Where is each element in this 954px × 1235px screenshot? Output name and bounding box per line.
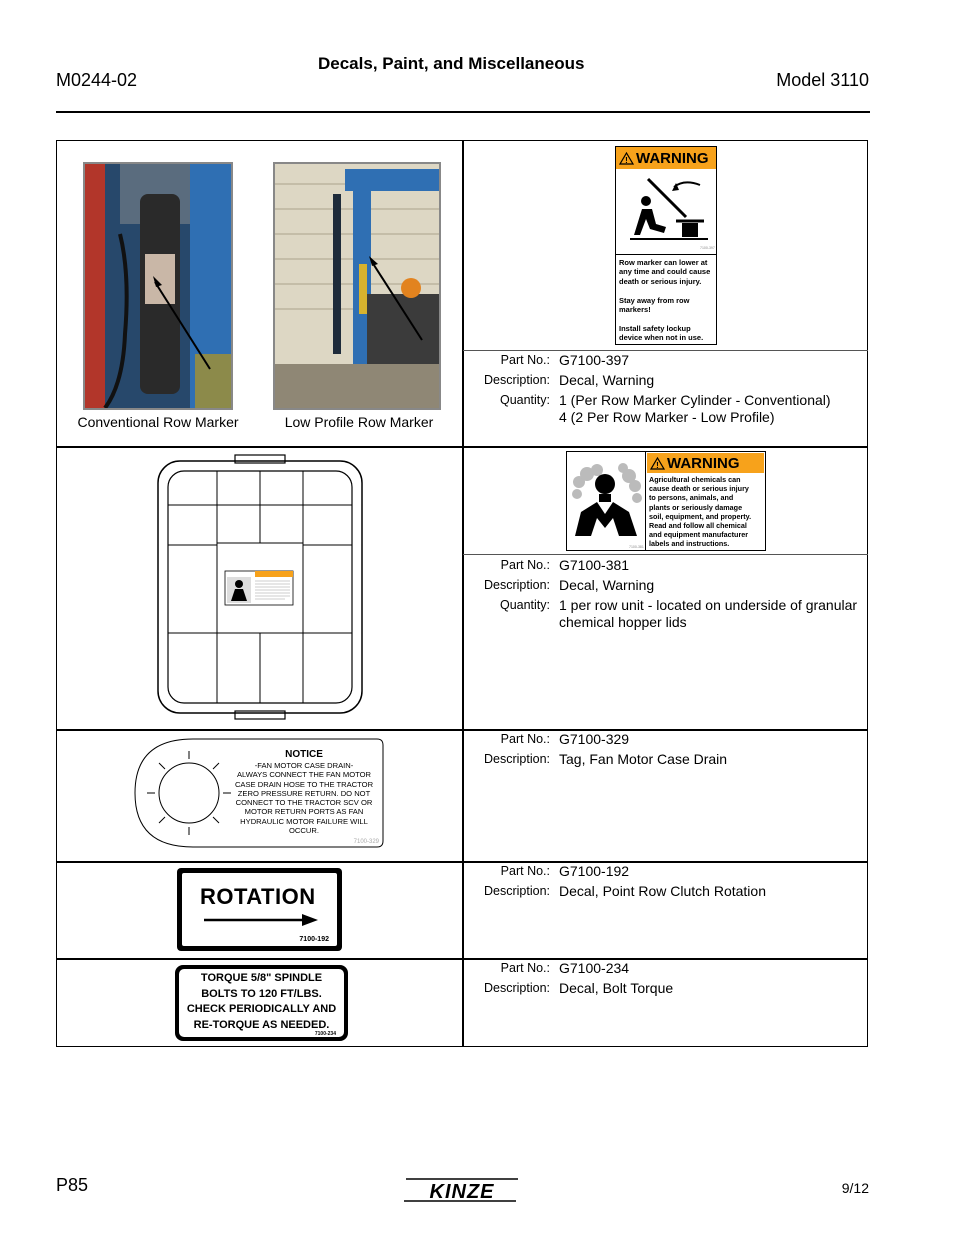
part-no-label: Part No.: <box>500 353 550 367</box>
row-divider <box>56 958 868 960</box>
description-label: Description: <box>484 578 550 592</box>
notice-line: CASE DRAIN HOSE TO THE TRACTOR <box>234 779 374 789</box>
cell-divider <box>463 350 868 351</box>
part-no-value: G7100-192 <box>559 863 630 879</box>
part-no-label: Part No.: <box>500 558 550 572</box>
description-value: Decal, Bolt Torque <box>559 980 674 996</box>
notice-line: HYDRAULIC MOTOR FAILURE WILL <box>240 816 368 826</box>
description-value: Decal, Warning <box>559 577 655 593</box>
page-number: P85 <box>56 1175 89 1195</box>
row-divider <box>56 861 868 863</box>
warning-header: ! WARNING <box>616 147 716 169</box>
notice-line: -FAN MOTOR CASE DRAIN- <box>254 761 354 770</box>
part-no-value: G7100-381 <box>559 557 630 573</box>
chemical-hazard-pictogram <box>567 452 646 550</box>
part-no-value: G7100-329 <box>559 731 630 747</box>
kinze-logo-icon <box>402 1176 522 1204</box>
caption-conventional: Conventional Row Marker <box>77 414 239 430</box>
rotation-title: ROTATION <box>200 884 316 909</box>
rotation-decal <box>177 868 342 951</box>
description-label: Description: <box>484 752 550 766</box>
notice-line: OCCUR. <box>289 826 319 836</box>
crush-hazard-pictogram <box>616 169 716 255</box>
quantity-value: 1 per row unit - located on underside of granular <box>559 597 858 613</box>
conventional-row-marker-photo <box>83 162 233 410</box>
rotation-arrow-icon <box>204 913 324 927</box>
quantity-value: 1 (Per Row Marker Cylinder - Conventional) <box>559 392 831 408</box>
svg-text:!: ! <box>625 155 628 165</box>
warning-decal-381: 7100-381 ! WARNING Agricultural chemicals can cause death or serious injury to persons, animals, and plants or seriously damage soil, equipment, and property. Read and follow all chemical and equipment manufacturer labels and instructions. <box>566 451 766 551</box>
quantity-label: Quantity: <box>499 393 550 407</box>
warning-triangle-icon <box>619 152 634 165</box>
quantity-label: Quantity: <box>499 598 550 612</box>
torque-line: BOLTS TO 120 FT/LBS. <box>201 987 322 1000</box>
quantity-value: chemical hopper lids <box>559 614 687 630</box>
notice-line: ZERO PRESSURE RETURN. DO NOT <box>237 788 371 798</box>
fan-motor-case-drain-tag <box>133 737 385 849</box>
bolt-torque-decal <box>175 965 348 1041</box>
model-name: Model 3110 <box>776 70 869 90</box>
rotation-code: 7100-192 <box>299 936 329 943</box>
svg-text:KINZE: KINZE <box>429 1181 495 1203</box>
torque-line: CHECK PERIODICALLY AND <box>186 1003 337 1015</box>
description-value: Decal, Point Row Clutch Rotation <box>559 883 766 899</box>
part-no-label: Part No.: <box>500 961 550 975</box>
description-label: Description: <box>484 884 550 898</box>
notice-line: CONNECT TO THE TRACTOR SCV OR <box>235 798 373 808</box>
description-label: Description: <box>484 981 550 995</box>
quantity-value: 4 (2 Per Row Marker - Low Profile) <box>559 409 775 425</box>
part-no-label: Part No.: <box>500 732 550 746</box>
warning-triangle-icon <box>650 457 665 470</box>
cell-divider <box>463 554 868 555</box>
crush-hazard-icon <box>616 169 716 254</box>
hopper-lid-drawing <box>155 453 365 723</box>
warning-decal-397: ! WARNING 7100-397 Row marker can lower at any time and could cause death or serious injury. Stay away from row markers! Install safety lockup device when not in use. <box>615 146 717 345</box>
notice-line: ALWAYS CONNECT THE FAN MOTOR <box>236 770 372 780</box>
torque-line: RE-TORQUE AS NEEDED. <box>193 1018 330 1031</box>
description-value: Tag, Fan Motor Case Drain <box>559 751 728 767</box>
revision-date: 9/12 <box>841 1180 869 1196</box>
torque-line: TORQUE 5/8" SPINDLE <box>200 972 323 984</box>
description-label: Description: <box>484 373 550 387</box>
tag-code: 7100-329 <box>353 839 379 845</box>
part-no-value: G7100-234 <box>559 960 630 976</box>
caption-low-profile: Low Profile Row Marker <box>284 414 434 430</box>
svg-text:7100-397: 7100-397 <box>700 246 715 250</box>
section-title: Decals, Paint, and Miscellaneous <box>318 54 585 73</box>
part-no-label: Part No.: <box>500 864 550 878</box>
part-no-value: G7100-397 <box>559 352 630 368</box>
low-profile-row-marker-photo <box>273 162 441 410</box>
svg-text:!: ! <box>656 460 659 470</box>
header-rule <box>56 111 870 113</box>
warning-header: ! WARNING <box>647 453 764 473</box>
column-divider <box>462 140 464 1047</box>
notice-heading: NOTICE <box>285 749 323 760</box>
notice-line: MOTOR RETURN PORTS AS FAN <box>244 807 364 817</box>
row-divider <box>56 446 868 448</box>
document-number: M0244-02 <box>56 70 138 90</box>
row-divider <box>56 729 868 731</box>
chemical-hazard-icon <box>567 452 645 550</box>
torque-code: 7100-234 <box>314 1031 336 1037</box>
svg-text:7100-381: 7100-381 <box>629 545 644 549</box>
description-value: Decal, Warning <box>559 372 655 388</box>
kinze-logo <box>402 1176 522 1204</box>
